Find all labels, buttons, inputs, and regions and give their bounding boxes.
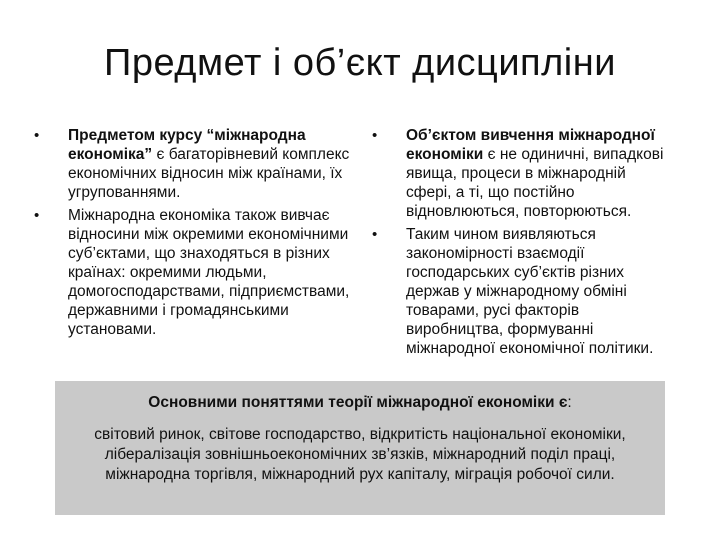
left-bullet-list [30, 126, 350, 339]
right-column [368, 126, 668, 362]
bullet-icon: • [34, 127, 40, 144]
left-column [30, 126, 350, 343]
paragraph-text: Таким чином виявляються закономірності взаємодії господарських суб’єктів різних держав у міжнародному обміні товарами, русі факторів виробництва, формуванні міжнародної економічної політики. [406, 226, 654, 357]
definition-text: є багаторівневий комплекс економічних відносин між країнами, їх угрупованнями. [68, 146, 350, 201]
bullet-icon: • [34, 207, 40, 224]
bullet-icon: • [372, 226, 378, 243]
key-concepts-heading-colon: : [567, 394, 572, 411]
key-concepts-heading [55, 393, 665, 413]
definition-term: Об’єктом вивчення міжнародної економіки [406, 127, 655, 163]
bullet-icon: • [372, 127, 378, 144]
list-item [368, 126, 668, 221]
key-concepts-heading-bold: Основними поняттями теорії міжнародної економіки є [148, 394, 568, 411]
right-bullet-list [368, 126, 668, 358]
paragraph-text: Міжнародна економіка також вивчає відносини між окремими економічними суб’єктами, що знаходяться в різних країнах: окремими людьми, домогосподарствами, підприємствами, державними і громадянськими установами. [68, 207, 350, 338]
key-concepts-body: світовий ринок, світове господарство, відкритість національної економіки, лібералізація зовнішньоекономічних зв’язків, міжнародний поділ праці, міжнародна торгівля, міжнародний рух капіталу, міграція робочої сили. [94, 426, 626, 483]
key-concepts-box [55, 381, 665, 515]
list-item [368, 225, 668, 358]
slide-title: Предмет і об’єкт дисципліни [104, 42, 616, 84]
list-item [30, 206, 350, 339]
definition-text: є не одиничні, випадкові явища, процеси в міжнародній сфері, а ті, що постійно відновлюються, повторюються. [406, 146, 664, 220]
list-item [30, 126, 350, 202]
definition-term: Предметом курсу “міжнародна економіка” [68, 127, 306, 163]
